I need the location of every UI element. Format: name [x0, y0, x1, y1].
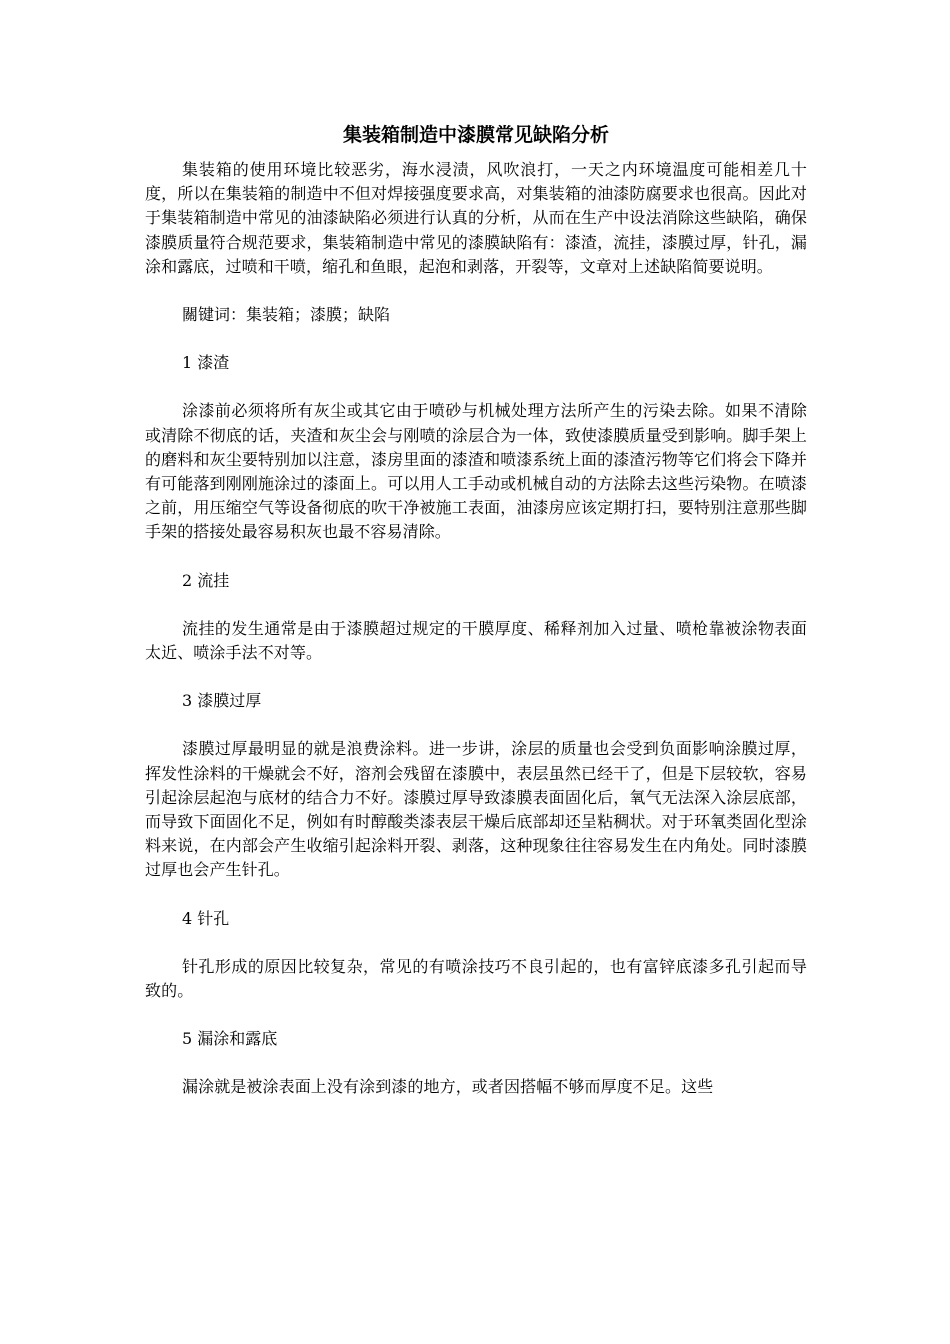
keywords-line: 關键词：集装箱；漆膜；缺陷 — [182, 305, 391, 325]
section-heading-3: 3 漆膜过厚 — [182, 691, 262, 711]
section-heading-2: 2 流挂 — [182, 570, 230, 590]
document-page — [145, 118, 807, 1124]
section-heading-1: 1 漆渣 — [182, 353, 230, 373]
section-body-5: 漏涂就是被涂表面上没有涂到漆的地方，或者因搭幅不够而厚度不足。这些 — [182, 1077, 714, 1097]
section-heading-4: 4 针孔 — [182, 908, 230, 928]
section-body-4: 针孔形成的原因比较复杂，常见的有喷涂技巧不良引起的，也有富锌底漆多孔引起而导致的。 — [145, 956, 807, 1001]
section-body-1: 涂漆前必须将所有灰尘或其它由于喷砂与机械处理方法所产生的污染去除。如果不清除或清除不彻底的话，夹渣和灰尘会与刚喷的涂层合为一体，致使漆膜质量受到影响。脚手架上的磨料和灰尘要特别加以注意，漆房里面的漆渣和喷漆系统上面的漆渣污物等它们将会下降并有可能落到刚刚施涂过的漆面上。可以用人工手动或机械自动的方法除去这些污染物。在喷漆之前，用压缩空气等设备彻底的吹干净被施工表面，油漆房应该定期打扫，要特别注意那些脚手架的搭接处最容易积灰也最不容易清除。 — [145, 401, 807, 542]
document-title: 集装箱制造中漆膜常见缺陷分析 — [342, 124, 609, 146]
section-body-2: 流挂的发生通常是由于漆膜超过规定的干膜厚度、稀释剂加入过量、喷枪靠被涂物表面太近、喷涂手法不对等。 — [145, 618, 807, 663]
section-heading-5: 5 漏涂和露底 — [182, 1029, 278, 1049]
section-body-3: 漆膜过厚最明显的就是浪费涂料。进一步讲，涂层的质量也会受到负面影响涂膜过厚，挥发性涂料的干燥就会不好，溶剂会残留在漆膜中，表层虽然已经干了，但是下层较软，容易引起涂层起泡与底材的结合力不好。漆膜过厚导致漆膜表面固化后，氧气无法深入涂层底部，而导致下面固化不足，例如有时醇酸类漆表层干燥后底部却还呈粘稠状。对于环氧类固化型涂料来说，在内部会产生收缩引起涂料开裂、剥落，这种现象往往容易发生在内角处。同时漆膜过厚也会产生针孔。 — [145, 739, 807, 880]
abstract-paragraph: 集装箱的使用环境比较恶劣，海水浸渍，风吹浪打，一天之内环境温度可能相差几十度，所以在集装箱的制造中不但对焊接强度要求高，对集装箱的油漆防腐要求也很高。因此对于集装箱制造中常见的油漆缺陷必须进行认真的分析，从而在生产中设法消除这些缺陷，确保漆膜质量符合规范要求，集装箱制造中常见的漆膜缺陷有：漆渣，流挂，漆膜过厚，针孔，漏涂和露底，过喷和干喷，缩孔和鱼眼，起泡和剥落，开裂等，文章对上述缺陷简要说明。 — [145, 160, 807, 276]
